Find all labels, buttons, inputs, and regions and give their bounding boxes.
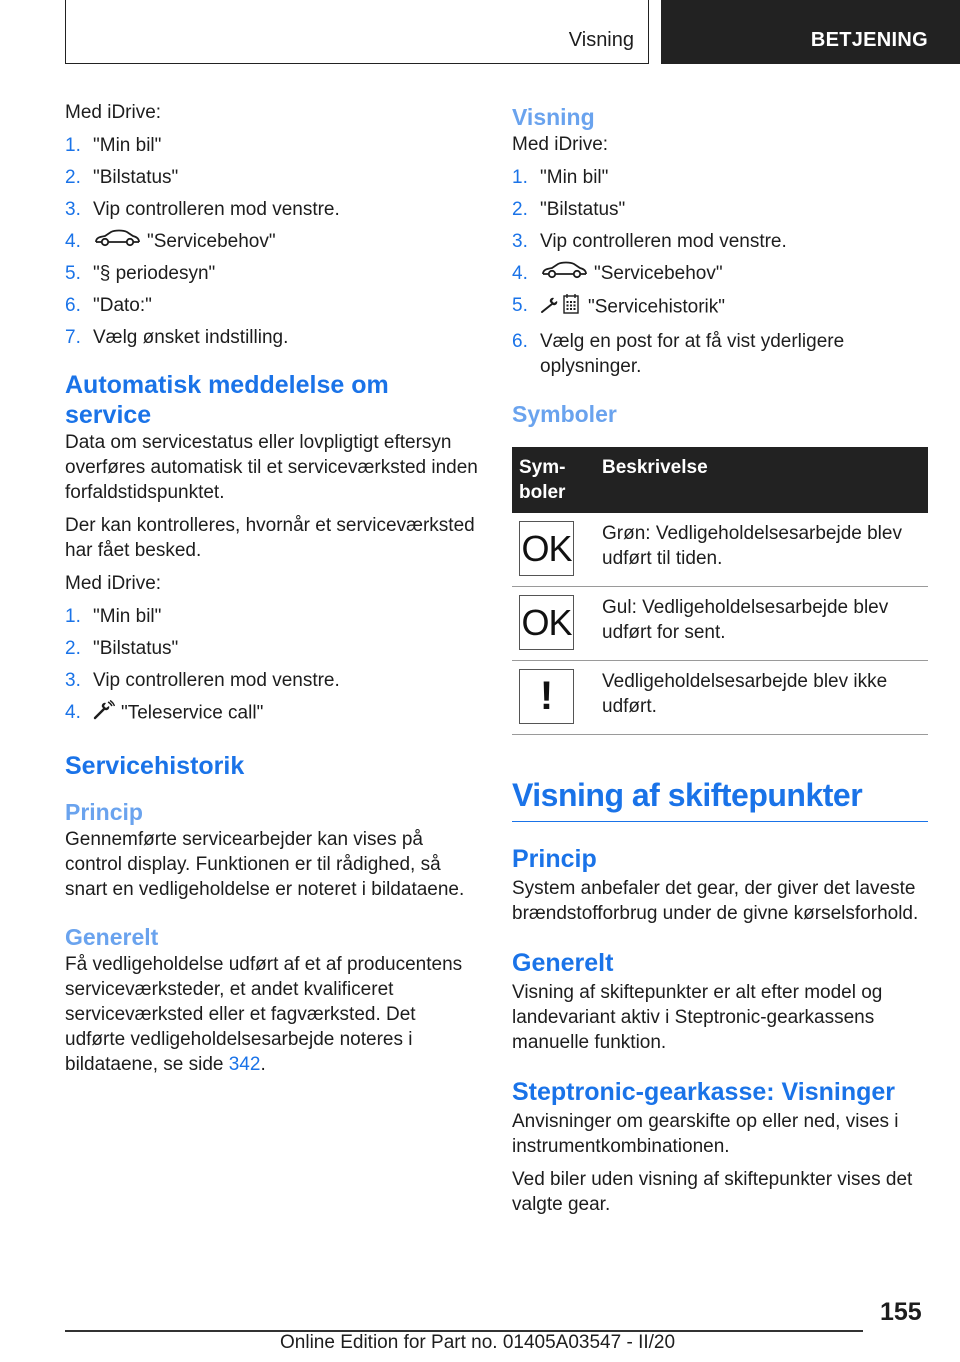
list-item (65, 604, 480, 629)
step-text: "Min bil" (93, 135, 162, 156)
step-number: 5. (65, 263, 81, 285)
list-item (65, 668, 480, 693)
step-text: "Bilstatus" (93, 638, 179, 660)
heading-visning: Visning (512, 104, 595, 130)
page-link-342[interactable]: 342 (228, 1054, 261, 1076)
auto-paragraph-2: Der kan kontrolleres, hvornår et serviceværksted har fået besked. (65, 515, 475, 562)
auto-paragraph-1: Data om servicestatus eller lovpligtigt eftersyn overføres automatisk til et serviceværksted inden forfaldstidspunktet. (65, 432, 478, 504)
header-section-title: Visning (568, 29, 634, 51)
steptronic-paragraph-1: Anvisninger om gearskifte op eller ned, vises i instrumentkombinationen. (512, 1111, 899, 1158)
list-item (512, 329, 928, 379)
heading-generelt: Generelt (65, 924, 159, 951)
list-item (512, 165, 928, 190)
heading-automatic-service: Automatisk meddelelse om service (65, 371, 389, 430)
generelt-right-text: Visning af skiftepunkter er alt efter model og landevariant aktiv i Steptronic-gearkassens manuelle funktion. (512, 982, 883, 1054)
step-text: "Teleservice call" (121, 703, 264, 724)
table-cell-symbol (512, 587, 595, 661)
step-number: 2. (512, 199, 528, 220)
step-number: 2. (65, 167, 81, 188)
step-text: Vip controlleren mod venstre. (93, 199, 340, 220)
heading-shift-block (512, 775, 928, 822)
step-text: "Servicebehov" (147, 231, 276, 252)
ok-yellow-icon: OK (519, 595, 574, 650)
table-cell-description: Vedligeholdelsesarbejde blev ikke udført. (595, 661, 928, 735)
header-section-box (65, 0, 649, 64)
generelt-body: Få vedligeholdelse udført af et af producentens serviceværksteder, et andet kvalificeret serviceværksted eller et fagværksted. Det udførte vedligeholdelsesarbejde noteres i bildataene, se side (65, 954, 463, 1076)
step-number: 3. (65, 670, 81, 692)
visning-idrive-intro: Med iDrive: (512, 134, 609, 155)
car-icon (540, 261, 588, 286)
generelt-text (65, 952, 480, 1077)
table-header-row (512, 447, 928, 513)
service-history-icon (540, 293, 582, 322)
step-text: "Min bil" (93, 606, 162, 628)
symbols-table (512, 447, 928, 735)
car-icon (93, 229, 141, 254)
left-column (65, 100, 480, 1077)
list-item (65, 293, 480, 318)
header-chapter-title: BETJENING (810, 29, 928, 51)
step-text: "Servicehistorik" (588, 297, 726, 318)
princip-text: Gennemførte servicearbejder kan vises på control display. Funktionen er til rådighed, så snart en vedligeholdelse er noteret i bildataene. (65, 829, 465, 901)
list-item (512, 197, 928, 222)
heading-generelt-right: Generelt (512, 949, 614, 978)
step-text: Vip controlleren mod venstre. (93, 670, 340, 692)
list-item (65, 325, 480, 350)
table-cell-symbol (512, 513, 595, 587)
step-text: Vælg ønsket indstilling. (93, 327, 289, 349)
princip-right-text: System anbefaler det gear, der giver det laveste brændstofforbrug under de givne kørselsforhold. (512, 878, 919, 925)
step-number: 2. (65, 638, 81, 660)
table-row (512, 661, 928, 735)
step-text: "Bilstatus" (93, 167, 179, 188)
step-text: Vip controlleren mod venstre. (540, 231, 787, 252)
footer-edition: Online Edition for Part no. 01405A03547 - II/20 (280, 1332, 676, 1353)
list-item (65, 197, 480, 222)
right-column (512, 100, 928, 1217)
step-number: 6. (512, 331, 528, 353)
exclamation-icon: ! (519, 669, 574, 724)
header-chapter-box (661, 0, 960, 64)
table-header-description: Beskrivelse (595, 447, 928, 513)
step-number: 1. (65, 135, 81, 156)
wrench-signal-icon (93, 700, 115, 727)
idrive-intro: Med iDrive: (65, 102, 162, 123)
list-item (65, 700, 480, 727)
table-cell-description: Grøn: Vedligeholdelsesarbejde blev udført til tiden. (595, 513, 928, 587)
heading-shift-points: Visning af skiftepunkter (512, 777, 863, 814)
list-item (512, 261, 928, 286)
table-cell-description: Gul: Vedligeholdelsesarbejde blev udført for sent. (595, 587, 928, 661)
step-number: 4. (512, 263, 528, 284)
step-number: 1. (65, 606, 81, 628)
list-item (65, 133, 480, 158)
heading-steptronic: Steptronic-gearkasse: Visninger (512, 1078, 896, 1107)
step-number: 3. (65, 199, 81, 220)
table-row (512, 513, 928, 587)
step-number: 7. (65, 327, 81, 349)
steptronic-paragraph-2: Ved biler uden visning af skiftepunkter vises det valgte gear. (512, 1169, 913, 1216)
step-number: 3. (512, 231, 528, 252)
table-cell-symbol (512, 661, 595, 735)
step-number: 4. (65, 702, 81, 724)
step-number: 6. (65, 295, 81, 317)
heading-servicehistorik: Servicehistorik (65, 752, 245, 781)
steps-list-servicehistorik (512, 165, 928, 379)
step-text: "§ periodesyn" (93, 263, 216, 285)
list-item (65, 165, 480, 190)
step-text: "Servicebehov" (594, 263, 723, 284)
steps-list-teleservice (65, 604, 480, 727)
heading-symboler: Symboler (512, 401, 617, 428)
list-item (512, 229, 928, 254)
list-item (65, 636, 480, 661)
table-header-symbols: Sym-boler (512, 447, 595, 513)
list-item (65, 229, 480, 254)
heading-princip-right: Princip (512, 845, 597, 874)
ok-green-icon: OK (519, 521, 574, 576)
step-number: 1. (512, 167, 528, 188)
heading-princip: Princip (65, 799, 143, 826)
list-item (512, 293, 928, 322)
step-number: 5. (512, 295, 528, 317)
step-text: "Dato:" (93, 295, 152, 317)
step-text: "Min bil" (540, 167, 609, 188)
generelt-end: . (260, 1054, 266, 1076)
table-row (512, 587, 928, 661)
auto-idrive-intro: Med iDrive: (65, 573, 162, 595)
list-item (65, 261, 480, 286)
step-number: 4. (65, 231, 81, 252)
page-number: 155 (880, 1298, 922, 1326)
page-header (0, 0, 960, 66)
step-text: "Bilstatus" (540, 199, 626, 220)
step-text: Vælg en post for at få vist yderligere oplysninger. (540, 331, 845, 378)
steps-list-servicebehov (65, 133, 480, 350)
